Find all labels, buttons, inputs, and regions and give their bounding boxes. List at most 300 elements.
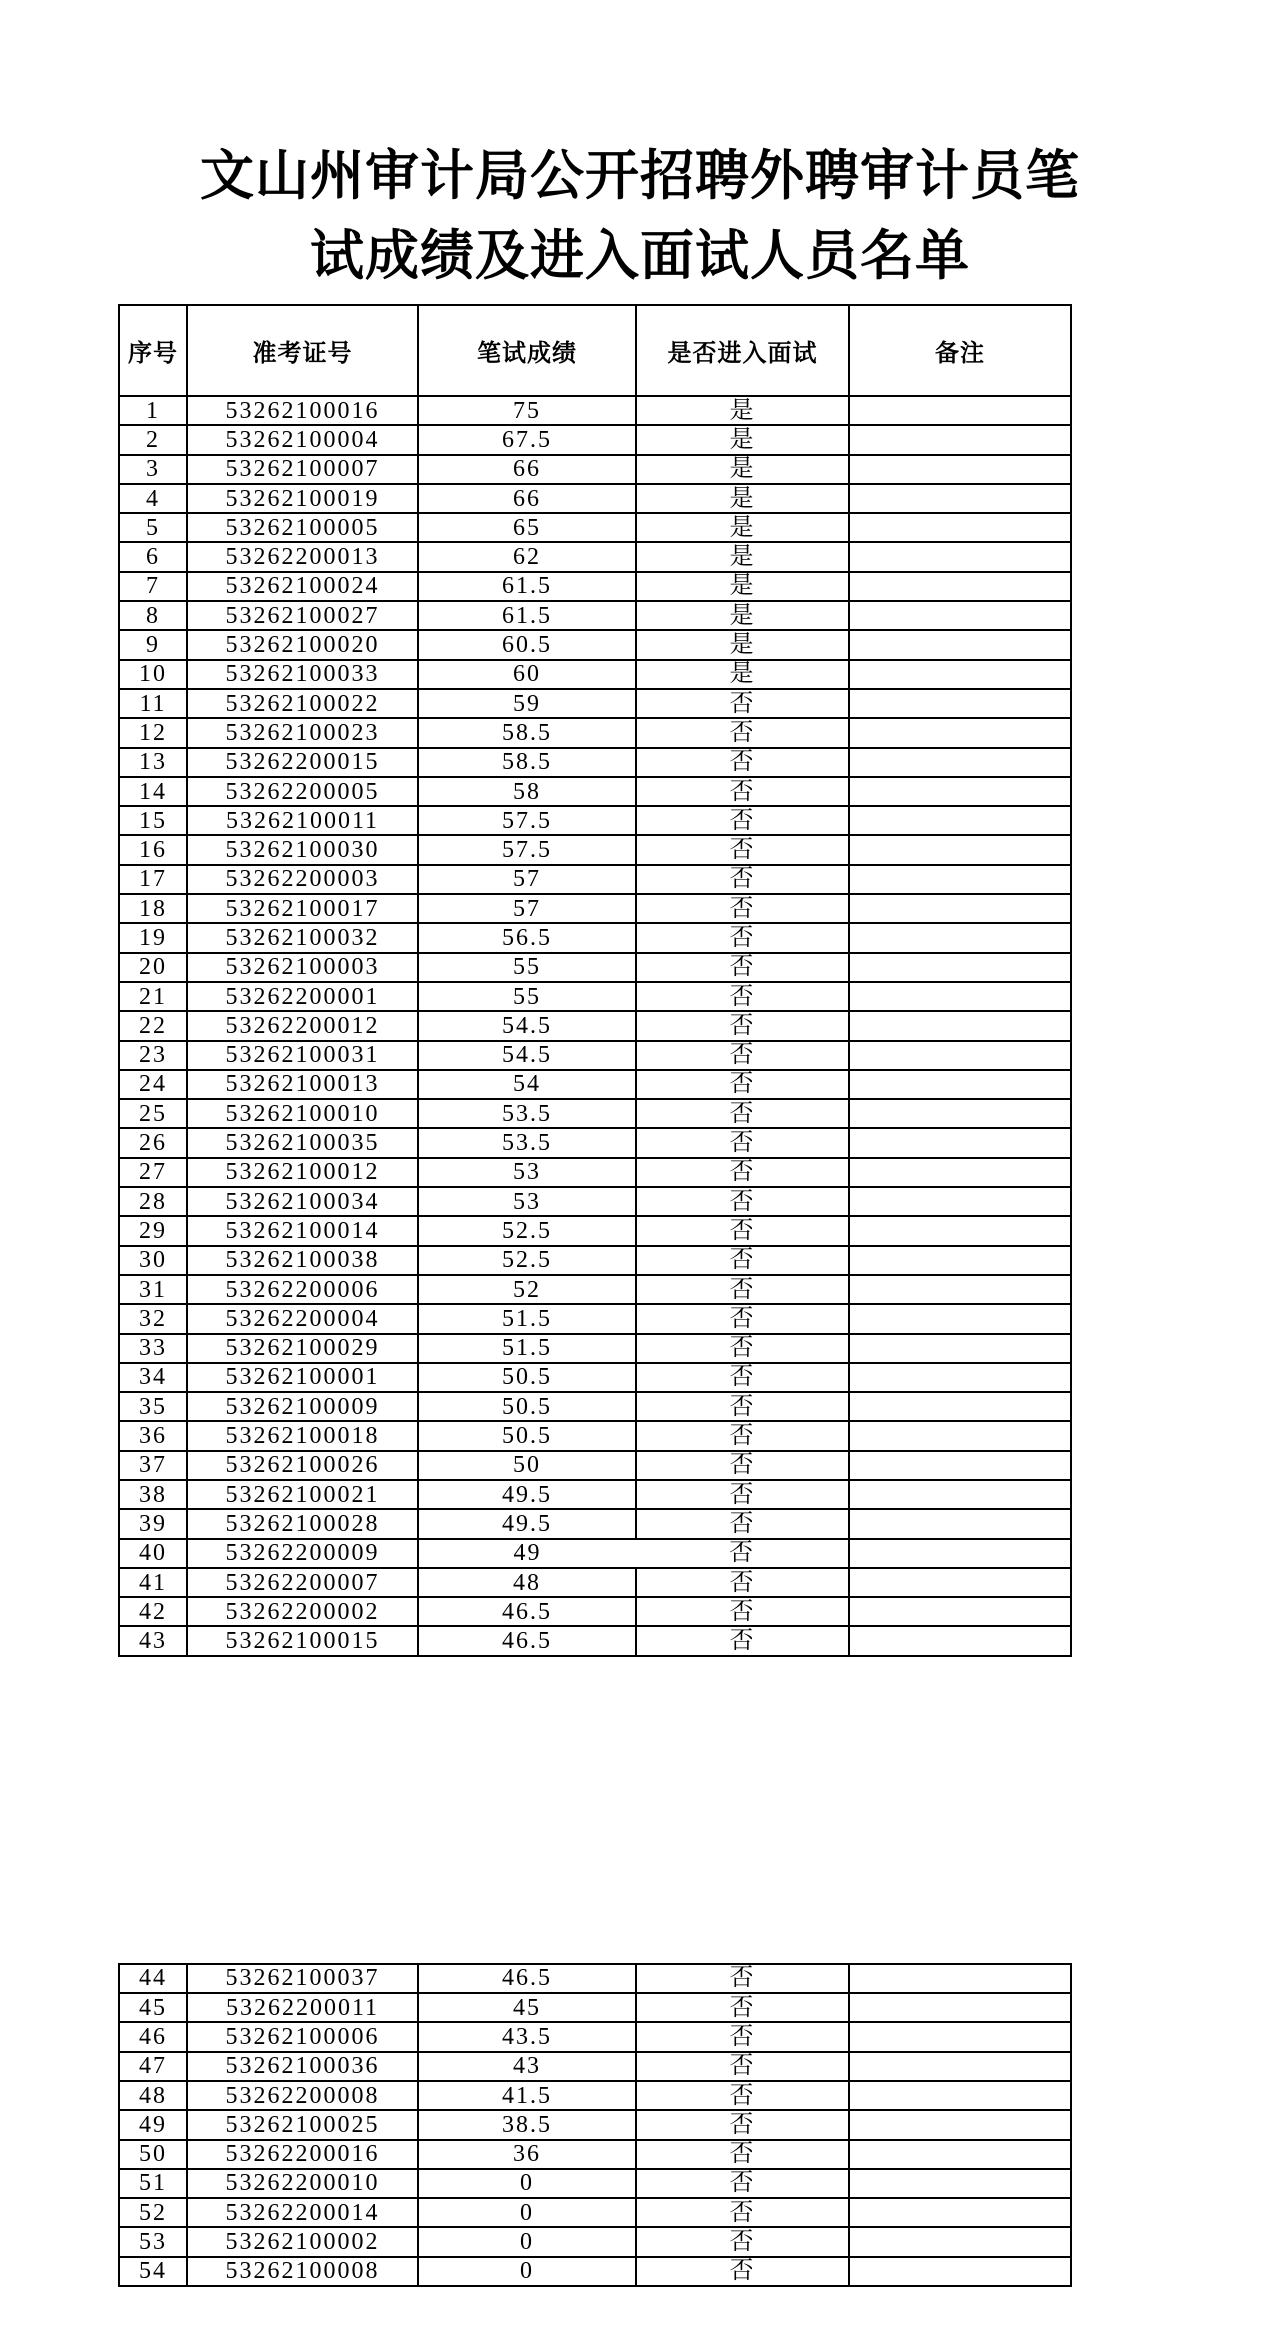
cell-interview: 是 bbox=[636, 630, 849, 659]
cell-no: 51 bbox=[119, 2169, 187, 2198]
cell-no: 20 bbox=[119, 953, 187, 982]
cell-score: 53.5 bbox=[418, 1099, 636, 1128]
cell-score: 52.5 bbox=[418, 1246, 636, 1275]
cell-no: 24 bbox=[119, 1070, 187, 1099]
cell-no: 37 bbox=[119, 1451, 187, 1480]
table-row bbox=[119, 835, 1071, 864]
table-row bbox=[119, 1363, 1071, 1392]
table-row bbox=[119, 1304, 1071, 1333]
cell-score: 51.5 bbox=[418, 1334, 636, 1363]
cell-no: 43 bbox=[119, 1626, 187, 1655]
cell-remark bbox=[849, 1539, 1071, 1568]
cell-interview: 否 bbox=[636, 1158, 849, 1187]
table-row bbox=[119, 1275, 1071, 1304]
cell-interview: 否 bbox=[636, 1421, 849, 1450]
table-row bbox=[119, 2169, 1071, 2198]
table-row bbox=[119, 484, 1071, 513]
cell-remark bbox=[849, 660, 1071, 689]
cell-no: 19 bbox=[119, 923, 187, 952]
cell-remark bbox=[849, 2081, 1071, 2110]
cell-remark bbox=[849, 953, 1071, 982]
table-row bbox=[119, 1041, 1071, 1070]
cell-interview: 否 bbox=[636, 1099, 849, 1128]
column-header-interview: 是否进入面试 bbox=[636, 305, 849, 396]
cell-interview: 否 bbox=[636, 1070, 849, 1099]
cell-ticket: 53262100017 bbox=[187, 894, 418, 923]
table-row bbox=[119, 1480, 1071, 1509]
cell-ticket: 53262100020 bbox=[187, 630, 418, 659]
table-row bbox=[119, 542, 1071, 571]
cell-no: 38 bbox=[119, 1480, 187, 1509]
cell-remark bbox=[849, 513, 1071, 542]
table-row bbox=[119, 1128, 1071, 1157]
cell-remark bbox=[849, 865, 1071, 894]
cell-score: 45 bbox=[418, 1993, 636, 2022]
table-row bbox=[119, 1597, 1071, 1626]
cell-interview: 否 bbox=[636, 1597, 849, 1626]
cell-interview: 否 bbox=[636, 1480, 849, 1509]
table-row bbox=[119, 982, 1071, 1011]
cell-ticket: 53262100035 bbox=[187, 1128, 418, 1157]
cell-remark bbox=[849, 982, 1071, 1011]
cell-ticket: 53262100025 bbox=[187, 2110, 418, 2139]
page-title bbox=[0, 0, 1280, 296]
table-row bbox=[119, 806, 1071, 835]
cell-no: 1 bbox=[119, 396, 187, 425]
cell-score: 53 bbox=[418, 1158, 636, 1187]
cell-remark bbox=[849, 2169, 1071, 2198]
cell-interview: 是 bbox=[636, 484, 849, 513]
table-row bbox=[119, 953, 1071, 982]
cell-ticket: 53262100010 bbox=[187, 1099, 418, 1128]
cell-ticket: 53262200016 bbox=[187, 2140, 418, 2169]
cell-remark bbox=[849, 2022, 1071, 2051]
cell-ticket: 53262200012 bbox=[187, 1011, 418, 1040]
table-header-row bbox=[119, 305, 1071, 396]
cell-interview: 是 bbox=[636, 660, 849, 689]
cell-no: 46 bbox=[119, 2022, 187, 2051]
cell-interview: 否 bbox=[636, 1041, 849, 1070]
table-row bbox=[119, 1158, 1071, 1187]
table-row bbox=[119, 2198, 1071, 2227]
table-row bbox=[119, 425, 1071, 454]
cell-no: 16 bbox=[119, 835, 187, 864]
cell-interview: 否 bbox=[636, 982, 849, 1011]
table-header bbox=[119, 305, 1071, 396]
column-header-score: 笔试成绩 bbox=[418, 305, 636, 396]
cell-ticket: 53262100009 bbox=[187, 1392, 418, 1421]
cell-ticket: 53262200008 bbox=[187, 2081, 418, 2110]
table-row bbox=[119, 1246, 1071, 1275]
cell-remark bbox=[849, 455, 1071, 484]
cell-score: 50.5 bbox=[418, 1392, 636, 1421]
cell-remark bbox=[849, 484, 1071, 513]
cell-score: 55 bbox=[418, 953, 636, 982]
cell-score: 49 bbox=[418, 1539, 636, 1568]
cell-remark bbox=[849, 689, 1071, 718]
cell-interview: 否 bbox=[636, 2110, 849, 2139]
table-row bbox=[119, 1187, 1071, 1216]
cell-interview: 否 bbox=[636, 1451, 849, 1480]
cell-no: 26 bbox=[119, 1128, 187, 1157]
cell-ticket: 53262100012 bbox=[187, 1158, 418, 1187]
cell-interview: 否 bbox=[636, 1539, 849, 1568]
cell-remark bbox=[849, 1509, 1071, 1538]
cell-score: 58.5 bbox=[418, 718, 636, 747]
table-row bbox=[119, 455, 1071, 484]
table-row bbox=[119, 1568, 1071, 1597]
cell-remark bbox=[849, 777, 1071, 806]
cell-score: 56.5 bbox=[418, 923, 636, 952]
table-row bbox=[119, 572, 1071, 601]
cell-interview: 否 bbox=[636, 1216, 849, 1245]
cell-remark bbox=[849, 1304, 1071, 1333]
cell-interview: 否 bbox=[636, 2169, 849, 2198]
table-row bbox=[119, 894, 1071, 923]
table-row bbox=[119, 1626, 1071, 1655]
cell-score: 49.5 bbox=[418, 1509, 636, 1538]
cell-score: 61.5 bbox=[418, 572, 636, 601]
cell-interview: 否 bbox=[636, 1246, 849, 1275]
cell-interview: 否 bbox=[636, 1392, 849, 1421]
cell-no: 2 bbox=[119, 425, 187, 454]
cell-no: 36 bbox=[119, 1421, 187, 1450]
cell-score: 54.5 bbox=[418, 1011, 636, 1040]
table-row bbox=[119, 513, 1071, 542]
cell-ticket: 53262100013 bbox=[187, 1070, 418, 1099]
cell-score: 62 bbox=[418, 542, 636, 571]
cell-no: 44 bbox=[119, 1964, 187, 1993]
cell-ticket: 53262100033 bbox=[187, 660, 418, 689]
cell-ticket: 53262100019 bbox=[187, 484, 418, 513]
cell-remark bbox=[849, 1011, 1071, 1040]
cell-ticket: 53262200005 bbox=[187, 777, 418, 806]
cell-score: 66 bbox=[418, 455, 636, 484]
cell-no: 3 bbox=[119, 455, 187, 484]
cell-score: 57.5 bbox=[418, 806, 636, 835]
table-row bbox=[119, 1070, 1071, 1099]
cell-score: 48 bbox=[418, 1568, 636, 1597]
cell-ticket: 53262100029 bbox=[187, 1334, 418, 1363]
cell-no: 22 bbox=[119, 1011, 187, 1040]
cell-score: 65 bbox=[418, 513, 636, 542]
table-row bbox=[119, 1993, 1071, 2022]
cell-no: 28 bbox=[119, 1187, 187, 1216]
cell-remark bbox=[849, 1334, 1071, 1363]
cell-ticket: 53262100036 bbox=[187, 2052, 418, 2081]
cell-interview: 否 bbox=[636, 777, 849, 806]
cell-score: 36 bbox=[418, 2140, 636, 2169]
cell-ticket: 53262200015 bbox=[187, 748, 418, 777]
cell-no: 18 bbox=[119, 894, 187, 923]
table-body-page2 bbox=[119, 1964, 1071, 2286]
table-row bbox=[119, 748, 1071, 777]
cell-score: 46.5 bbox=[418, 1626, 636, 1655]
cell-no: 52 bbox=[119, 2198, 187, 2227]
cell-score: 43.5 bbox=[418, 2022, 636, 2051]
cell-score: 0 bbox=[418, 2198, 636, 2227]
cell-ticket: 53262100022 bbox=[187, 689, 418, 718]
cell-remark bbox=[849, 1597, 1071, 1626]
cell-remark bbox=[849, 1158, 1071, 1187]
cell-interview: 否 bbox=[636, 2140, 849, 2169]
cell-interview: 否 bbox=[636, 923, 849, 952]
cell-interview: 否 bbox=[636, 865, 849, 894]
column-header-no: 序号 bbox=[119, 305, 187, 396]
cell-ticket: 53262100003 bbox=[187, 953, 418, 982]
cell-ticket: 53262100011 bbox=[187, 806, 418, 835]
cell-remark bbox=[849, 601, 1071, 630]
cell-no: 53 bbox=[119, 2227, 187, 2256]
cell-no: 33 bbox=[119, 1334, 187, 1363]
cell-score: 54.5 bbox=[418, 1041, 636, 1070]
table-row bbox=[119, 2022, 1071, 2051]
cell-remark bbox=[849, 2110, 1071, 2139]
cell-interview: 否 bbox=[636, 1568, 849, 1597]
cell-interview: 是 bbox=[636, 572, 849, 601]
column-header-ticket: 准考证号 bbox=[187, 305, 418, 396]
cell-no: 50 bbox=[119, 2140, 187, 2169]
cell-score: 0 bbox=[418, 2169, 636, 2198]
cell-interview: 是 bbox=[636, 601, 849, 630]
cell-ticket: 53262100026 bbox=[187, 1451, 418, 1480]
cell-ticket: 53262200006 bbox=[187, 1275, 418, 1304]
cell-interview: 否 bbox=[636, 806, 849, 835]
cell-score: 61.5 bbox=[418, 601, 636, 630]
table-row bbox=[119, 2110, 1071, 2139]
table-row bbox=[119, 1216, 1071, 1245]
cell-ticket: 53262100016 bbox=[187, 396, 418, 425]
cell-remark bbox=[849, 1451, 1071, 1480]
cell-interview: 否 bbox=[636, 1626, 849, 1655]
cell-no: 7 bbox=[119, 572, 187, 601]
cell-ticket: 53262200014 bbox=[187, 2198, 418, 2227]
table-row bbox=[119, 660, 1071, 689]
cell-ticket: 53262100008 bbox=[187, 2257, 418, 2286]
cell-interview: 否 bbox=[636, 2081, 849, 2110]
table-row bbox=[119, 630, 1071, 659]
cell-ticket: 53262200004 bbox=[187, 1304, 418, 1333]
cell-ticket: 53262100023 bbox=[187, 718, 418, 747]
table-row bbox=[119, 777, 1071, 806]
cell-no: 54 bbox=[119, 2257, 187, 2286]
page-title-line1: 文山州审计局公开招聘外聘审计员笔 bbox=[200, 146, 1080, 206]
cell-interview: 否 bbox=[636, 1275, 849, 1304]
cell-ticket: 53262100001 bbox=[187, 1363, 418, 1392]
cell-ticket: 53262200001 bbox=[187, 982, 418, 1011]
cell-no: 47 bbox=[119, 2052, 187, 2081]
cell-interview: 否 bbox=[636, 2198, 849, 2227]
cell-interview: 是 bbox=[636, 455, 849, 484]
cell-remark bbox=[849, 542, 1071, 571]
cell-ticket: 53262100037 bbox=[187, 1964, 418, 1993]
cell-score: 52 bbox=[418, 1275, 636, 1304]
column-header-remark: 备注 bbox=[849, 305, 1071, 396]
table-row bbox=[119, 1334, 1071, 1363]
cell-no: 25 bbox=[119, 1099, 187, 1128]
cell-no: 9 bbox=[119, 630, 187, 659]
cell-remark bbox=[849, 1041, 1071, 1070]
cell-remark bbox=[849, 2052, 1071, 2081]
cell-ticket: 53262100004 bbox=[187, 425, 418, 454]
cell-remark bbox=[849, 1421, 1071, 1450]
cell-remark bbox=[849, 630, 1071, 659]
cell-no: 5 bbox=[119, 513, 187, 542]
cell-remark bbox=[849, 2198, 1071, 2227]
table-body-page1 bbox=[119, 396, 1071, 1656]
cell-score: 58.5 bbox=[418, 748, 636, 777]
table-row bbox=[119, 2257, 1071, 2286]
cell-score: 0 bbox=[418, 2257, 636, 2286]
cell-no: 4 bbox=[119, 484, 187, 513]
cell-remark bbox=[849, 396, 1071, 425]
cell-remark bbox=[849, 1099, 1071, 1128]
cell-score: 41.5 bbox=[418, 2081, 636, 2110]
cell-interview: 否 bbox=[636, 1964, 849, 1993]
table-row bbox=[119, 1099, 1071, 1128]
cell-score: 57 bbox=[418, 865, 636, 894]
cell-interview: 否 bbox=[636, 2022, 849, 2051]
cell-remark bbox=[849, 1275, 1071, 1304]
table-row bbox=[119, 396, 1071, 425]
cell-ticket: 53262100007 bbox=[187, 455, 418, 484]
cell-remark bbox=[849, 1626, 1071, 1655]
cell-score: 0 bbox=[418, 2227, 636, 2256]
cell-no: 14 bbox=[119, 777, 187, 806]
cell-score: 50.5 bbox=[418, 1421, 636, 1450]
cell-score: 46.5 bbox=[418, 1964, 636, 1993]
table-row bbox=[119, 1392, 1071, 1421]
cell-remark bbox=[849, 835, 1071, 864]
cell-ticket: 53262100015 bbox=[187, 1626, 418, 1655]
cell-no: 35 bbox=[119, 1392, 187, 1421]
cell-score: 50 bbox=[418, 1451, 636, 1480]
cell-score: 51.5 bbox=[418, 1304, 636, 1333]
cell-score: 46.5 bbox=[418, 1597, 636, 1626]
cell-interview: 否 bbox=[636, 689, 849, 718]
cell-remark bbox=[849, 1070, 1071, 1099]
cell-score: 53.5 bbox=[418, 1128, 636, 1157]
results-table-page2 bbox=[118, 1963, 1072, 2287]
cell-no: 34 bbox=[119, 1363, 187, 1392]
cell-interview: 是 bbox=[636, 513, 849, 542]
cell-remark bbox=[849, 425, 1071, 454]
cell-score: 43 bbox=[418, 2052, 636, 2081]
cell-interview: 否 bbox=[636, 1509, 849, 1538]
table-row bbox=[119, 689, 1071, 718]
cell-interview: 是 bbox=[636, 425, 849, 454]
cell-ticket: 53262200002 bbox=[187, 1597, 418, 1626]
cell-no: 42 bbox=[119, 1597, 187, 1626]
cell-score: 57 bbox=[418, 894, 636, 923]
results-table-page1 bbox=[118, 304, 1072, 1657]
table-row bbox=[119, 2052, 1071, 2081]
table-row bbox=[119, 1421, 1071, 1450]
cell-ticket: 53262100030 bbox=[187, 835, 418, 864]
cell-interview: 是 bbox=[636, 542, 849, 571]
cell-remark bbox=[849, 1964, 1071, 1993]
cell-ticket: 53262200007 bbox=[187, 1568, 418, 1597]
cell-interview: 否 bbox=[636, 1187, 849, 1216]
cell-ticket: 53262100018 bbox=[187, 1421, 418, 1450]
cell-no: 8 bbox=[119, 601, 187, 630]
cell-interview: 否 bbox=[636, 1128, 849, 1157]
table-row bbox=[119, 923, 1071, 952]
table-row bbox=[119, 2140, 1071, 2169]
page-title-line2: 试成绩及进入面试人员名单 bbox=[310, 226, 970, 286]
cell-no: 41 bbox=[119, 1568, 187, 1597]
cell-ticket: 53262100006 bbox=[187, 2022, 418, 2051]
cell-ticket: 53262100014 bbox=[187, 1216, 418, 1245]
cell-ticket: 53262100027 bbox=[187, 601, 418, 630]
cell-score: 60.5 bbox=[418, 630, 636, 659]
cell-no: 39 bbox=[119, 1509, 187, 1538]
cell-interview: 否 bbox=[636, 1334, 849, 1363]
cell-interview: 否 bbox=[636, 953, 849, 982]
table-row bbox=[119, 1011, 1071, 1040]
cell-no: 10 bbox=[119, 660, 187, 689]
cell-score: 58 bbox=[418, 777, 636, 806]
table-row bbox=[119, 1509, 1071, 1538]
table-row bbox=[119, 1451, 1071, 1480]
cell-score: 38.5 bbox=[418, 2110, 636, 2139]
cell-interview: 否 bbox=[636, 748, 849, 777]
table-row bbox=[119, 601, 1071, 630]
cell-no: 30 bbox=[119, 1246, 187, 1275]
cell-ticket: 53262200011 bbox=[187, 1993, 418, 2022]
table-row bbox=[119, 2081, 1071, 2110]
cell-interview: 否 bbox=[636, 2257, 849, 2286]
cell-score: 52.5 bbox=[418, 1216, 636, 1245]
cell-remark bbox=[849, 894, 1071, 923]
cell-ticket: 53262200009 bbox=[187, 1539, 418, 1568]
cell-ticket: 53262200013 bbox=[187, 542, 418, 571]
cell-remark bbox=[849, 1187, 1071, 1216]
cell-no: 29 bbox=[119, 1216, 187, 1245]
cell-no: 12 bbox=[119, 718, 187, 747]
cell-remark bbox=[849, 1568, 1071, 1597]
cell-interview: 否 bbox=[636, 1363, 849, 1392]
cell-remark bbox=[849, 1128, 1071, 1157]
cell-remark bbox=[849, 1392, 1071, 1421]
cell-remark bbox=[849, 748, 1071, 777]
cell-no: 21 bbox=[119, 982, 187, 1011]
cell-no: 11 bbox=[119, 689, 187, 718]
table-row bbox=[119, 865, 1071, 894]
cell-no: 49 bbox=[119, 2110, 187, 2139]
cell-score: 60 bbox=[418, 660, 636, 689]
cell-score: 50.5 bbox=[418, 1363, 636, 1392]
cell-remark bbox=[849, 1993, 1071, 2022]
cell-no: 13 bbox=[119, 748, 187, 777]
cell-no: 17 bbox=[119, 865, 187, 894]
table-row bbox=[119, 1964, 1071, 1993]
cell-no: 15 bbox=[119, 806, 187, 835]
cell-score: 55 bbox=[418, 982, 636, 1011]
cell-no: 48 bbox=[119, 2081, 187, 2110]
cell-interview: 否 bbox=[636, 894, 849, 923]
cell-remark bbox=[849, 806, 1071, 835]
cell-score: 54 bbox=[418, 1070, 636, 1099]
cell-remark bbox=[849, 1246, 1071, 1275]
cell-interview: 否 bbox=[636, 2052, 849, 2081]
cell-ticket: 53262200010 bbox=[187, 2169, 418, 2198]
cell-interview: 否 bbox=[636, 835, 849, 864]
cell-no: 23 bbox=[119, 1041, 187, 1070]
cell-remark bbox=[849, 1363, 1071, 1392]
cell-no: 31 bbox=[119, 1275, 187, 1304]
cell-score: 59 bbox=[418, 689, 636, 718]
